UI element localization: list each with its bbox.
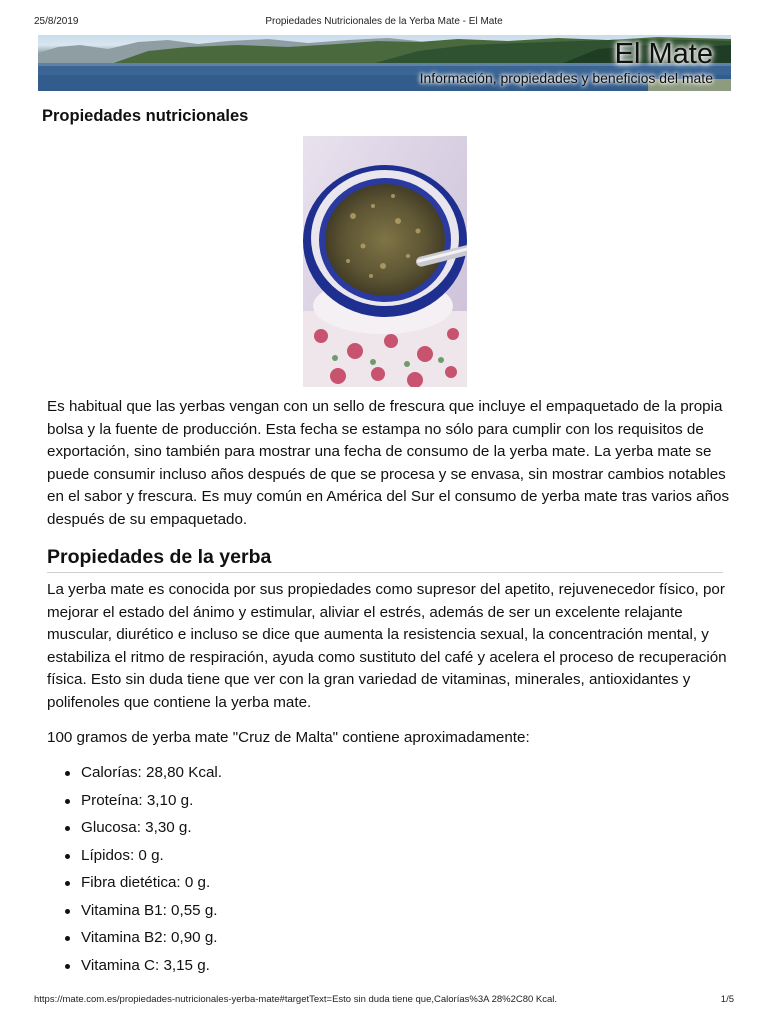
bullet-icon <box>65 936 70 941</box>
list-item <box>63 955 222 983</box>
nutrient-text: Lípidos: 0 g. <box>81 846 164 864</box>
list-item <box>63 900 222 928</box>
intro-paragraph: Es habitual que las yerbas vengan con un sello de frescura que incluye el empaquetado de la propia bolsa y la fuente de producción. Esta fecha se estampa no sólo para cumplir con los requisitos de exportación, sino también para mostrar una fecha de consumo de la yerba mate. La yerba mate se puede consumir incluso años después de que se procesa y se envasa, sin mostrar cambios notables en el sabor y frescura. Es muy común en América del Sur el consumo de yerba mate tras varios años después de su empaquetado. <box>47 398 730 528</box>
nutrient-text: Vitamina C: 3,15 g. <box>81 956 210 974</box>
site-banner[interactable] <box>38 35 731 91</box>
section-heading: Propiedades de la yerba <box>47 546 723 573</box>
nutrient-text: Vitamina B1: 0,55 g. <box>81 901 218 919</box>
list-item <box>63 872 222 900</box>
list-item <box>63 817 222 845</box>
list-item <box>63 845 222 873</box>
bullet-icon <box>65 909 70 914</box>
list-item <box>63 762 222 790</box>
print-page-number: 1/5 <box>720 994 734 1005</box>
nutrient-text: Glucosa: 3,30 g. <box>81 819 192 836</box>
page-title: Propiedades nutricionales <box>42 107 249 125</box>
print-footer-url: https://mate.com.es/propiedades-nutricionales-yerba-mate#targetText=Esto sin duda tiene que,Calorías%3A 28%2C80 Kcal. <box>34 994 558 1005</box>
site-name[interactable]: El Mate <box>614 38 713 70</box>
nutrient-text: Calorías: 28,80 Kcal. <box>81 764 222 781</box>
nutrient-text: Proteína: 3,10 g. <box>81 791 194 809</box>
bullet-icon <box>65 826 70 831</box>
print-title: Propiedades Nutricionales de la Yerba Mate - El Mate <box>265 16 503 27</box>
yerba-mate-gourd-photo <box>303 136 467 387</box>
properties-paragraph: La yerba mate es conocida por sus propiedades como supresor del apetito, rejuvenecedor físico, por mejorar el estado del ánimo y estimular, aliviar el estrés, además de ser un excelente relajante muscular, diurético e incluso se dice que aumenta la resistencia sexual, la concentración mental, y estabiliza el ritmo de respiración, ayuda como sustituto del café y acelera el proceso de recuperación física. Esto sin duda tiene que ver con la gran variedad de vitaminas, minerales, antioxidantes y polifenoles que contiene la yerba mate. <box>47 581 727 711</box>
bullet-icon <box>65 799 70 804</box>
bullet-icon <box>65 964 70 969</box>
nutrient-list <box>63 762 222 982</box>
list-item <box>63 790 222 818</box>
print-date: 25/8/2019 <box>34 16 79 27</box>
nutrient-text: Fibra dietética: 0 g. <box>81 874 211 891</box>
site-tagline: Información, propiedades y beneficios del mate <box>419 70 713 86</box>
bullet-icon <box>65 771 70 776</box>
list-item <box>63 927 222 955</box>
bullet-icon <box>65 854 70 859</box>
bullet-icon <box>65 881 70 886</box>
list-intro: 100 gramos de yerba mate "Cruz de Malta" contiene aproximadamente: <box>47 729 530 746</box>
nutrient-text: Vitamina B2: 0,90 g. <box>81 929 218 946</box>
